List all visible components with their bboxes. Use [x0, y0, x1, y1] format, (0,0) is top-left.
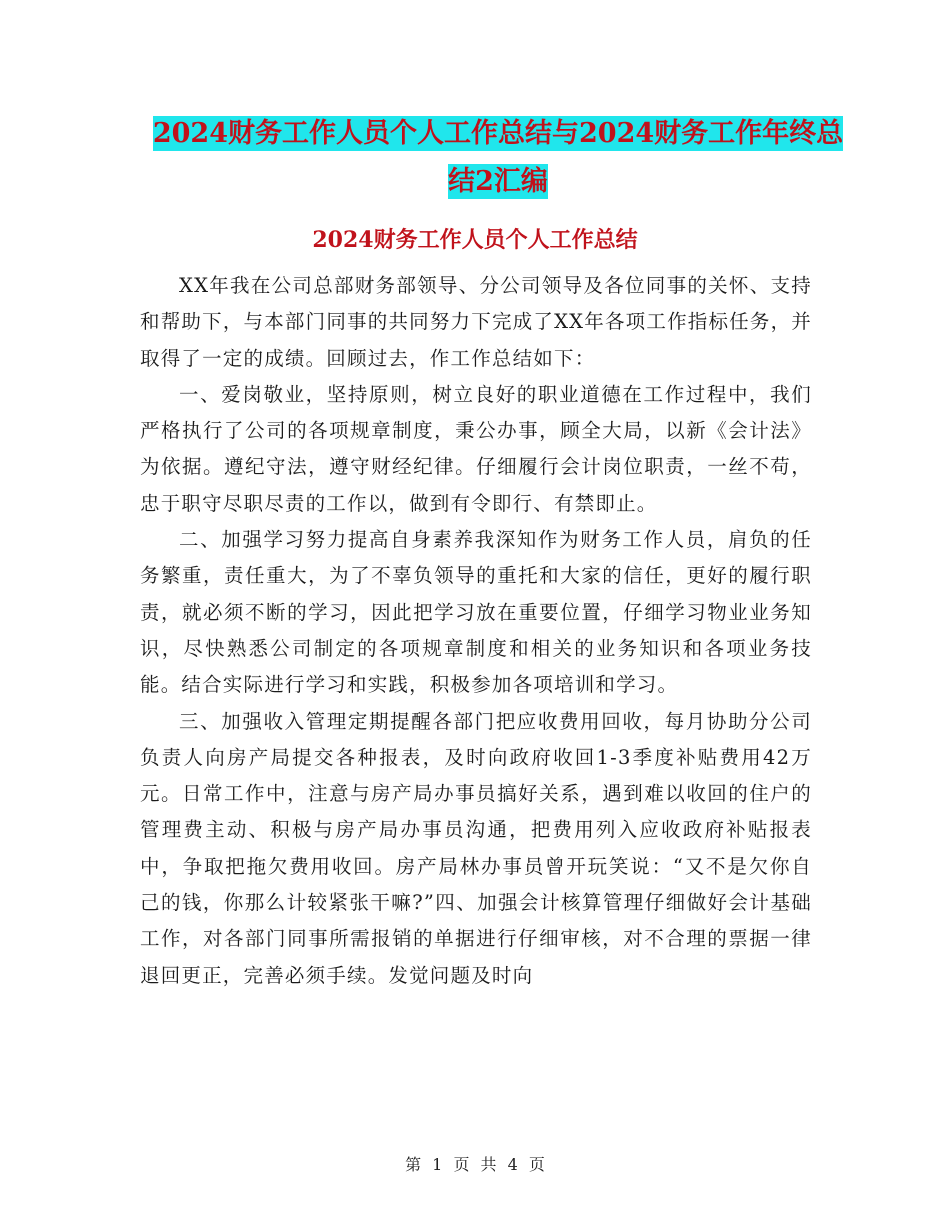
- document-title-text: 2024财务工作人员个人工作总结与2024财务工作年终总结2汇编: [152, 118, 844, 197]
- paragraph-intro: XX年我在公司总部财务部领导、分公司领导及各位同事的关怀、支持和帮助下，与本部门同事的共同努力下完成了XX年各项工作指标任务，并取得了一定的成绩。回顾过去，作工作总结如下：: [140, 274, 812, 370]
- document-body: [140, 268, 812, 994]
- paragraph-section-2: 二、加强学习努力提高自身素养我深知作为财务工作人员，肩负的任务繁重，责任重大，为了不辜负领导的重托和大家的信任，更好的履行职责，就必须不断的学习，因此把学习放在重要位置，仔细学习物业业务知识，尽快熟悉公司制定的各项规章制度和相关的业务知识和各项业务技能。结合实际进行学习和实践，积极参加各项培训和学习。: [140, 528, 812, 697]
- paragraph-section-3: 三、加强收入管理定期提醒各部门把应收费用回收，每月协助分公司负责人向房产局提交各种报表，及时向政府收回1-3季度补贴费用42万元。日常工作中，注意与房产局办事员搞好关系，遇到难以收回的住户的管理费主动、积极与房产局办事员沟通，把费用列入应收政府补贴报表中，争取把拖欠费用收回。房产局林办事员曾开玩笑说：“又不是欠你自己的钱，你那么计较紧张干嘛?”四、加强会计核算管理仔细做好会计基础工作，对各部门同事所需报销的单据进行仔细审核，对不合理的票据一律退回更正，完善必须手续。发觉问题及时向: [140, 709, 812, 987]
- page-footer: 第 1 页 共 4 页: [405, 1155, 545, 1174]
- section-title: 2024财务工作人员个人工作总结: [312, 227, 638, 253]
- document-title: [140, 110, 856, 206]
- paragraph-section-1: 一、爱岗敬业，坚持原则，树立良好的职业道德在工作过程中，我们严格执行了公司的各项规章制度，秉公办事，顾全大局，以新《会计法》为依据。遵纪守法，遵守财经纪律。仔细履行会计岗位职责，一丝不苟，忠于职守尽职尽责的工作以，做到有令即行、有禁即止。: [140, 382, 812, 515]
